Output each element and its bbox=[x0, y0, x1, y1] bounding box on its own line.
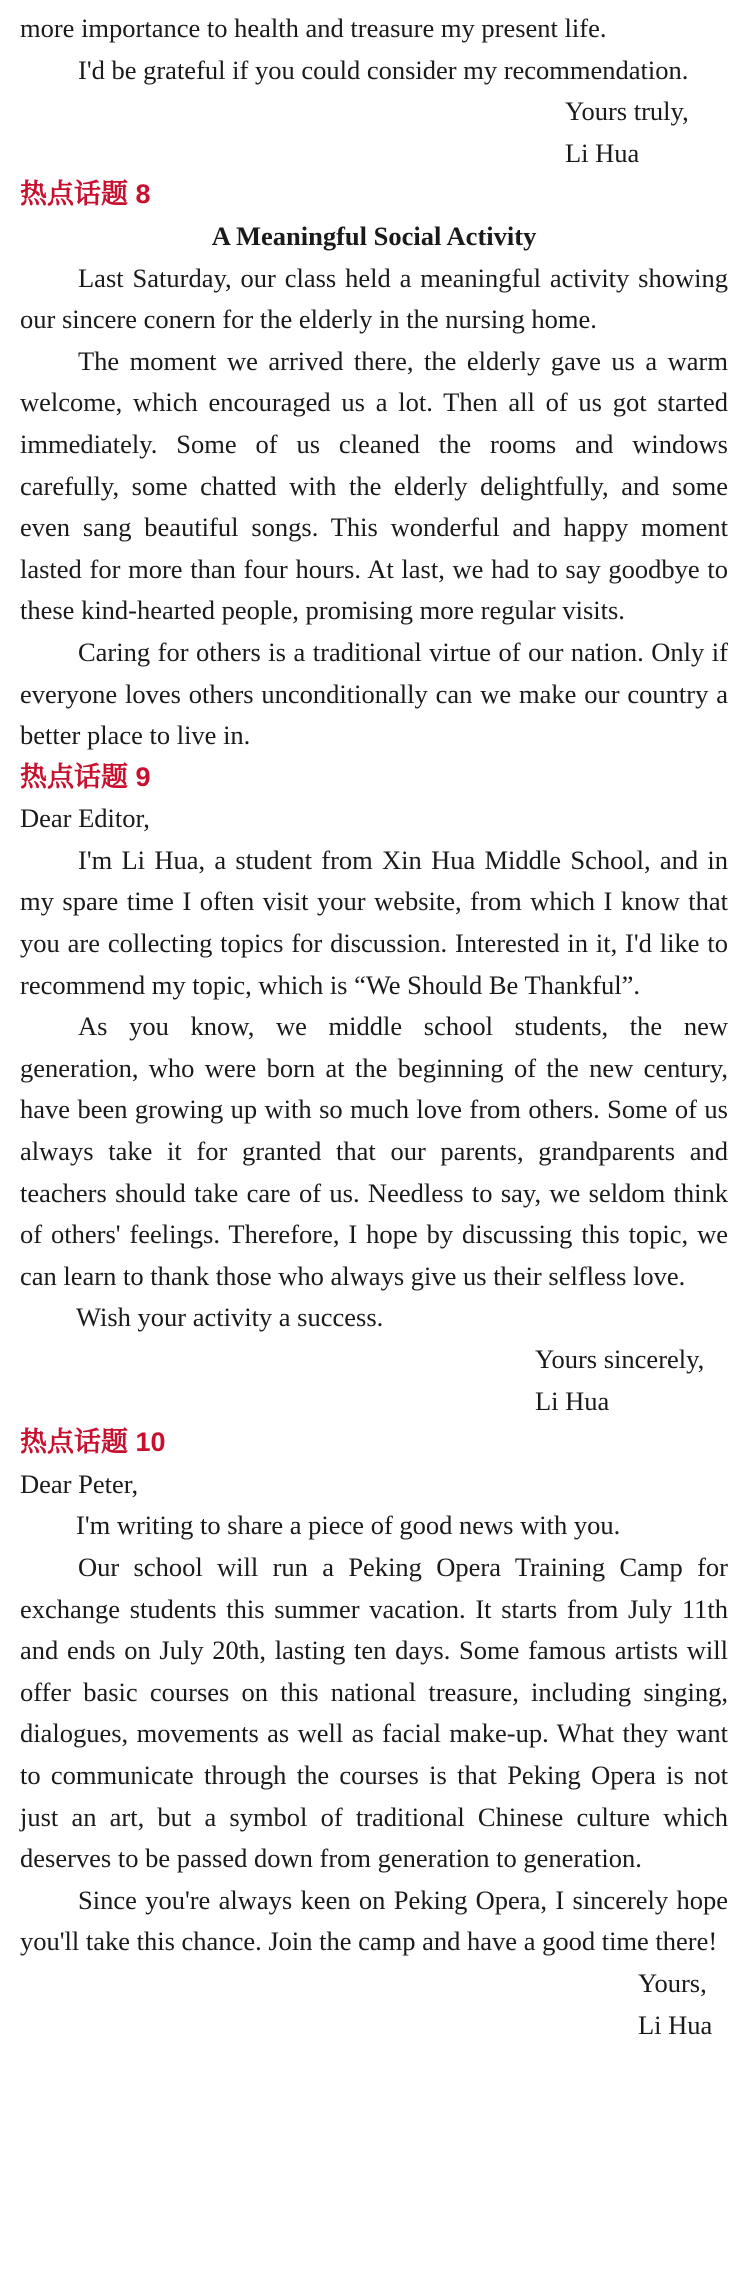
section9-signature: Li Hua bbox=[535, 1385, 610, 1416]
section8-title: A Meaningful Social Activity bbox=[211, 220, 537, 251]
section8-paragraph-3: Caring for others is a traditional virtue of our nation. Only if everyone loves others unconditionally can we make our country a better place to live in. bbox=[20, 636, 728, 751]
section9-paragraph-1: I'm Li Hua, a student from Xin Hua Middle School, and in my spare time I often visit your website, from which I know that you are collecting topics for discussion. Interested in it, I'd like to recommend my topic, which is “We Should Be Thankful”. bbox=[20, 844, 728, 1000]
section10-closing: Yours, bbox=[638, 1967, 707, 1998]
section9-salutation: Dear Editor, bbox=[20, 803, 150, 834]
section9-paragraph-2: As you know, we middle school students, the new generation, who were born at the beginning of the new century, have been growing up with so much love from others. Some of us always take it for granted that our parents, grandparents and teachers should take care of us. Needless to say, we seldom think of others' feelings. Therefore, I hope by discussing this topic, we can learn to thank those who always give us their selfless love. bbox=[20, 1011, 728, 1291]
section9-heading: 热点话题 9 bbox=[20, 761, 151, 792]
section10-paragraph-3: Since you're always keen on Peking Opera, I sincerely hope you'll take this chance. Join the camp and have a good time there! bbox=[20, 1884, 728, 1957]
section10-paragraph-1: I'm writing to share a piece of good news with you. bbox=[76, 1510, 621, 1541]
section8-heading: 热点话题 8 bbox=[20, 179, 151, 210]
section9-closing: Yours sincerely, bbox=[535, 1344, 705, 1374]
section10-paragraph-2: Our school will run a Peking Opera Training Camp for exchange students this summer vacation. It starts from July 11th and ends on July 20th, lasting ten days. Some famous artists will offer basic courses on this national treasure, including singing, dialogues, movements as well as facial make-up. What they want to communicate through the courses is that Peking Opera is not just an art, but a symbol of traditional Chinese culture which deserves to be passed down from generation to generation. bbox=[20, 1551, 728, 1874]
section8-paragraph-2: The moment we arrived there, the elderly gave us a warm welcome, which encouraged us a lot. Then all of us got started immediately. Some of us cleaned the rooms and windows carefully, some chatted with the elderly delightfully, and some even sang beautiful songs. This wonderful and happy moment lasted for more than four hours. At last, we had to say goodbye to these kind-hearted people, promising more regular visits. bbox=[20, 345, 728, 626]
section9-paragraph-3: Wish your activity a success. bbox=[76, 1302, 384, 1333]
section7-line: more importance to health and treasure my present life. bbox=[20, 13, 607, 43]
section8-paragraph-1: Last Saturday, our class held a meaningful activity showing our sincere conern for the elderly in the nursing home. bbox=[20, 262, 728, 335]
section7-closing: Yours truly, bbox=[565, 96, 689, 127]
section10-heading: 热点话题 10 bbox=[20, 1427, 166, 1458]
section7-signature: Li Hua bbox=[565, 137, 640, 168]
section10-salutation: Dear Peter, bbox=[20, 1468, 139, 1499]
section7-paragraph: I'd be grateful if you could consider my recommendation. bbox=[78, 54, 689, 85]
section10-signature: Li Hua bbox=[638, 2009, 713, 2040]
